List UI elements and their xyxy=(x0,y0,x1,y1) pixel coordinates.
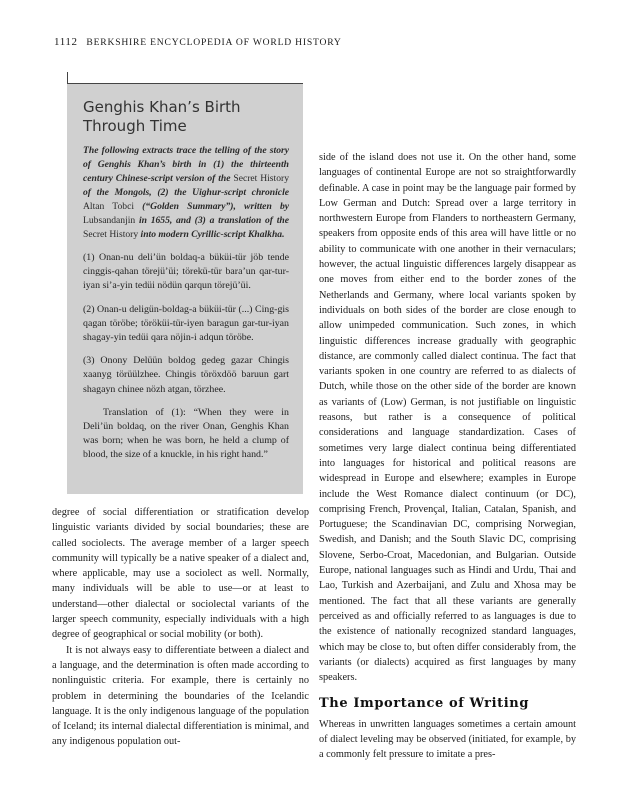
intro-work-title: Altan Tobci xyxy=(83,201,135,212)
intro-author: Lubsandanjin xyxy=(83,215,136,226)
sidebar-title-line2: Through Time xyxy=(83,117,187,135)
sidebar-box xyxy=(67,83,303,494)
intro-text: into modern Cyrillic-script xyxy=(138,229,248,240)
body-paragraph: It is not always easy to differentiate between a dialect and a language, and the determination is often made according to nonlinguistic criteria. For example, there is certainly no problem in determining the boundaries of the Icelandic language. It is the only indigenous language of the population of Iceland; its internal dialectal differentiation is minimal, and any indigenous population out- xyxy=(52,644,309,748)
body-paragraph: degree of social differentiation or stratification develop linguistic variants divided by social boundaries; these are called sociolects. The average member of a larger speech community will typically be a native speaker of a dialect and, where applicable, may use a sociolect as well. Normally, many individuals will be able to use—or at least to understand—other dialectal or sociolectal variants of the larger speech community, especially individuals with a high degree of geographical or social mobility (or both). xyxy=(52,507,309,641)
intro-text: in 1655, and (3) a translation of the xyxy=(135,215,289,226)
running-header xyxy=(54,36,574,48)
section-heading: The Importance of Writing xyxy=(319,696,530,712)
sidebar-translation: Translation of (1): “When they were in Deli’ün boldaq, on the river Onan, Genghis Khan was born; when he was born, he held a clump of blood, the size of a knuckle, in his right hand.” xyxy=(83,406,289,461)
sidebar-intro xyxy=(83,144,289,242)
intro-work-title: Secret History xyxy=(233,173,289,184)
body-paragraph: Whereas in unwritten languages sometimes a certain amount of dialect leveling may be observed (initiated, for example, by a commonly felt pressure to imitate a pres- xyxy=(319,718,576,761)
body-paragraph: side of the island does not use it. On the other hand, some languages of continental Europe are not so straightforwardly definable. A case in point may be the language pair formed by Low German and Dutch: Spread over a large territory in northwestern Europe from Flanders to northeastern Germany, speakers from opposite ends of this area will have little or no ability to communicate with one another in their vernaculars; however, the actual linguistic differences largely disappear as one moves from either end to the border zones of the Netherlands and Germany, where local variants spoken by individuals on both sides of the border are close enough to allow unimpeded communication. Such zones, in which linguistic differences increase gradually with geographic distance, are commonly called dialect continua. The fact that variants spoken in one country are referred to as dialects of Dutch, while those on the other side of the border are known as variants of (Low) German, is not justifiable on linguistic reasons, but rather is a consequence of political considerations and language standardization. Cases of sometimes very large dialect continua being differentiated into languages for historical and political reasons are widespread in Europe and elsewhere; examples in Europe include the West Romance dialect continuum (or DC), comprising French, Provençal, Italian, Catalan, Spanish, and Portuguese; the Scandinavian DC, comprising Norwegian, Swedish, and Danish; and the South Slavic DC, comprising Slovene, Serbo-Croat, Macedonian, and Bulgarian. Outside Europe, national languages such as Hindi and Urdu, Thai and Lao, Turkish and Azerbaijani, and Zulu and Xhosa may be mentioned. The fact that all these variants are generally perceived as and officially referred to as languages is due to the existence of nationally recognized standard languages, which may be close to, but often differ considerably from, the variants (or dialects) acquired as first languages by many speakers. xyxy=(319,152,576,684)
intro-text: (“Golden Summary”), written by xyxy=(134,201,289,212)
running-title: BERKSHIRE ENCYCLOPEDIA OF WORLD HISTORY xyxy=(86,37,342,48)
sidebar-title-line1: Genghis Khan’s Birth xyxy=(83,98,241,116)
right-column xyxy=(319,150,576,763)
sidebar-extract-3: (3) Onony Delüün boldog gedeg gazar Chingis xaanyg törüülzhee. Chingis töröxdöö baruun gart shagayn chinee nözh atgan, törzhee. xyxy=(83,355,289,395)
intro-text: The following extracts trace the telling of the story of Genghis Khan’s birth in (1) the thirteenth century Chinese-script version of the xyxy=(83,145,289,184)
left-column xyxy=(52,505,309,750)
intro-text: Khalkha. xyxy=(247,229,285,240)
sidebar-title xyxy=(83,98,289,136)
page-number: 1112 xyxy=(54,36,78,48)
sidebar-extract-2: (2) Onan-u deligün-boldag-a büküi-tür (...) Cing-gis qagan töröbe; töröküi-tür-iyen baragun gar-tur-iyan shagay-yin tedüi qara nöjin-i adqun töröbe. xyxy=(83,303,289,344)
intro-work-title: Secret History xyxy=(83,229,139,240)
intro-text: of the Mongols, (2) the Uighur-script chronicle xyxy=(83,187,289,198)
sidebar-extract-1: (1) Onan-nu deli’ün boldaq-a büküi-tür jöb tende cinggis-qahan törejü’üi; törekü-tür bara’un qar-tur-iyan si’a-yin tedüi nödün qarqun törejü’üi. xyxy=(83,252,289,292)
